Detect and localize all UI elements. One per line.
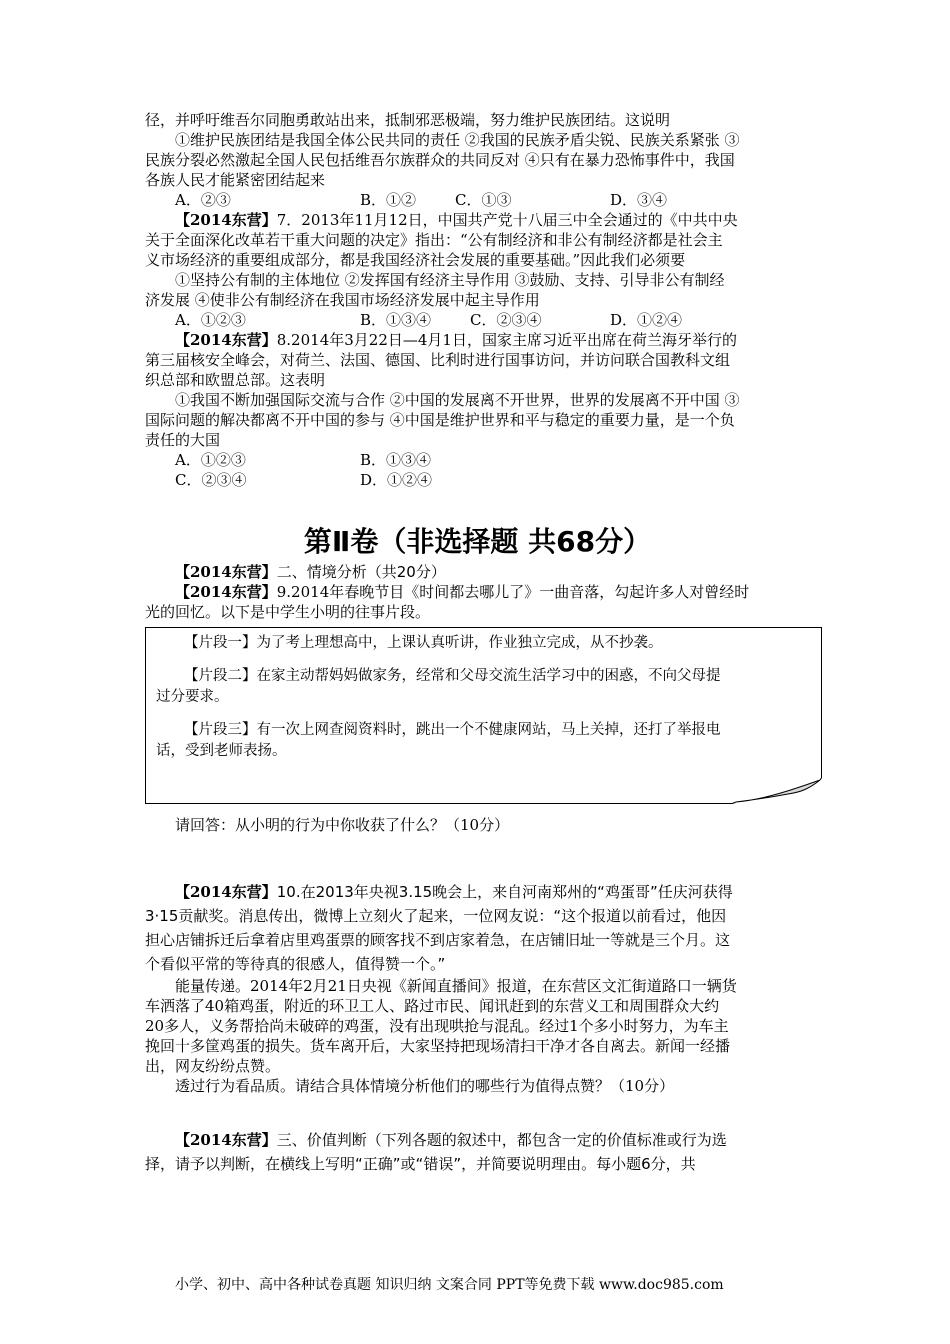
question-tag: 【2014东营】 (175, 331, 277, 349)
q6-choices (145, 190, 810, 210)
q8-options-line: 责任的大国 (145, 431, 221, 449)
q8-stem-line: 第三届核安全峰会，对荷兰、法国、德国、比利时进行国事访问，并访问联合国教科文组 (145, 351, 731, 369)
q6-options-line: ①维护民族团结是我国全体公民共同的责任 ②我国的民族矛盾尖锐、民族关系紧张 ③ (175, 131, 740, 149)
q10-stem: 【2014东营】10.在2013年央视3.15晚会上，来自河南郑州的“鸡蛋哥”任庆河获得 (175, 883, 733, 901)
section3-intro-line: 择，请予以判断，在横线上写明“正确”或“错误”，并简要说明理由。每小题6分，共 (145, 1155, 696, 1173)
q9-stem: 【2014东营】9.2014年春晚节目《时间都去哪儿了》一曲音落，勾起许多人对曾经时 (175, 583, 750, 601)
fragment-three: 【片段三】有一次上网查阅资料时，跳出一个不健康网站，马上关掉，还打了举报电 (184, 722, 721, 738)
choice: C．②③④ (470, 311, 542, 329)
fragment-one: 【片段一】为了考上理想高中，上课认真听讲，作业独立完成，从不抄袭。 (184, 635, 663, 651)
page-curl-icon (732, 778, 822, 804)
choice: B．①② (360, 191, 417, 209)
choice: C．②③④ (175, 471, 247, 489)
q6-stem-continued: 径，并呼吁维吾尔同胞勇敢站出来，抵制邪恶极端，努力维护民族团结。这说明 (145, 111, 671, 129)
q6-options-line: 民族分裂必然激起全国人民包括维吾尔族群众的共同反对 ④只有在暴力恐怖事件中，我国 (145, 151, 735, 169)
q8-stem: 【2014东营】8.2014年3月22日—4月1日，国家主席习近平出席在荷兰海牙举行的 (175, 331, 737, 349)
q9-stem-line: 光的回忆。以下是中学生小明的往事片段。 (145, 603, 431, 621)
q7-choices (145, 310, 810, 330)
q10-para2-line: 车洒落了40箱鸡蛋，附近的环卫工人、路过市民、闻讯赶到的东营义工和周围群众大约 (145, 997, 720, 1015)
q10-stem-line: 个看似平常的等待真的很感人，值得赞一个。” (145, 955, 446, 973)
page-footer: 小学、初中、高中各种试卷真题 知识归纳 文案合同 PPT等免费下载 www.doc985.com (175, 1277, 724, 1293)
q10-para2-line: 能量传递。2014年2月21日央视《新闻直播间》报道，在东营区文汇街道路口一辆货 (175, 977, 737, 995)
q10-para2-line: 20多人，义务帮拾尚未破碎的鸡蛋，没有出现哄抢与混乱。经过1个多小时努力，为车主 (145, 1017, 729, 1035)
q7-stem: 【2014东营】7．2013年11月12日，中国共产党十八届三中全会通过的《中共中央 (175, 211, 738, 229)
q7-stem-line: 关于全面深化改革若干重大问题的决定》指出：“公有制经济和非公有制经济都是社会主 (145, 231, 723, 249)
choice: D．①②④ (610, 311, 683, 329)
q8-choices-row (145, 450, 810, 470)
question-tag: 【2014东营】 (175, 1131, 277, 1149)
question-tag: 【2014东营】 (175, 583, 277, 601)
q10-para2-line: 挽回十多筐鸡蛋的损失。货车离开后，大家坚持把现场清扫干净才各自离去。新闻一经播 (145, 1037, 731, 1055)
section3-block (145, 1128, 815, 1176)
q6-options-line: 各族人民才能紧密团结起来 (145, 171, 326, 189)
q10-para2-line: 出，网友纷纷点赞。 (145, 1057, 281, 1075)
choice: B．①③④ (360, 311, 432, 329)
section-subtitle: 【2014东营】二、情境分析（共20分） (175, 563, 446, 581)
fragment-three-cont: 话，受到老师表扬。 (156, 743, 287, 759)
choice: A．①②③ (175, 311, 246, 329)
q7-stem-line: 义市场经济的重要组成部分，都是我国经济社会发展的重要基础。”因此我们必须要 (145, 251, 686, 269)
choice: C．①③ (455, 191, 512, 209)
choice: D．③④ (610, 191, 668, 209)
fragment-two: 【片段二】在家主动帮妈妈做家务，经常和父母交流生活学习中的困惑，不向父母提 (184, 668, 721, 684)
q7-options-line: 济发展 ④使非公有制经济在我国市场经济发展中起主导作用 (145, 291, 540, 309)
choice: B．①③④ (360, 451, 432, 469)
q10-stem-line: 担心店铺拆迁后拿着店里鸡蛋票的顾客找不到店家着急，在店铺旧址一等就是三个月。这 (145, 931, 731, 949)
q10-stem-line: 3·15贡献奖。消息传出，微博上立刻火了起来，一位网友说：“这个报道以前看过，他因 (145, 907, 727, 925)
choice: D．①②④ (360, 471, 433, 489)
section-title: 第Ⅱ卷（非选择题 共68分） (303, 525, 652, 558)
q7-options-line: ①坚持公有制的主体地位 ②发挥国有经济主导作用 ③鼓励、支持、引导非公有制经 (175, 271, 725, 289)
choice: A．②③ (175, 191, 231, 209)
q8-options-line: 国际问题的解决都离不开中国的参与 ④中国是维护世界和平与稳定的重要力量，是一个负 (145, 411, 735, 429)
q8-stem-line: 织总部和欧盟总部。这表明 (145, 371, 326, 389)
choice: A．①②③ (175, 451, 246, 469)
q8-choices-row (145, 470, 810, 490)
q10-ask: 透过行为看品质。请结合具体情境分析他们的哪些行为值得点赞？（10分） (175, 1077, 675, 1095)
q8-options-line: ①我国不断加强国际交流与合作 ②中国的发展离不开世界，世界的发展离不开中国 ③ (175, 391, 740, 409)
section3-intro: 【2014东营】三、价值判断（下列各题的叙述中，都包含一定的价值标准或行为选 (175, 1131, 727, 1149)
top-questions (145, 110, 810, 622)
fragment-two-cont: 过分要求。 (156, 689, 229, 705)
question-tag: 【2014东营】 (175, 883, 277, 901)
story-box (145, 627, 822, 804)
q9-ask: 请回答：从小明的行为中你收获了什么？（10分） (175, 816, 510, 834)
q10-block (145, 880, 815, 1096)
question-tag: 【2014东营】 (175, 211, 277, 229)
